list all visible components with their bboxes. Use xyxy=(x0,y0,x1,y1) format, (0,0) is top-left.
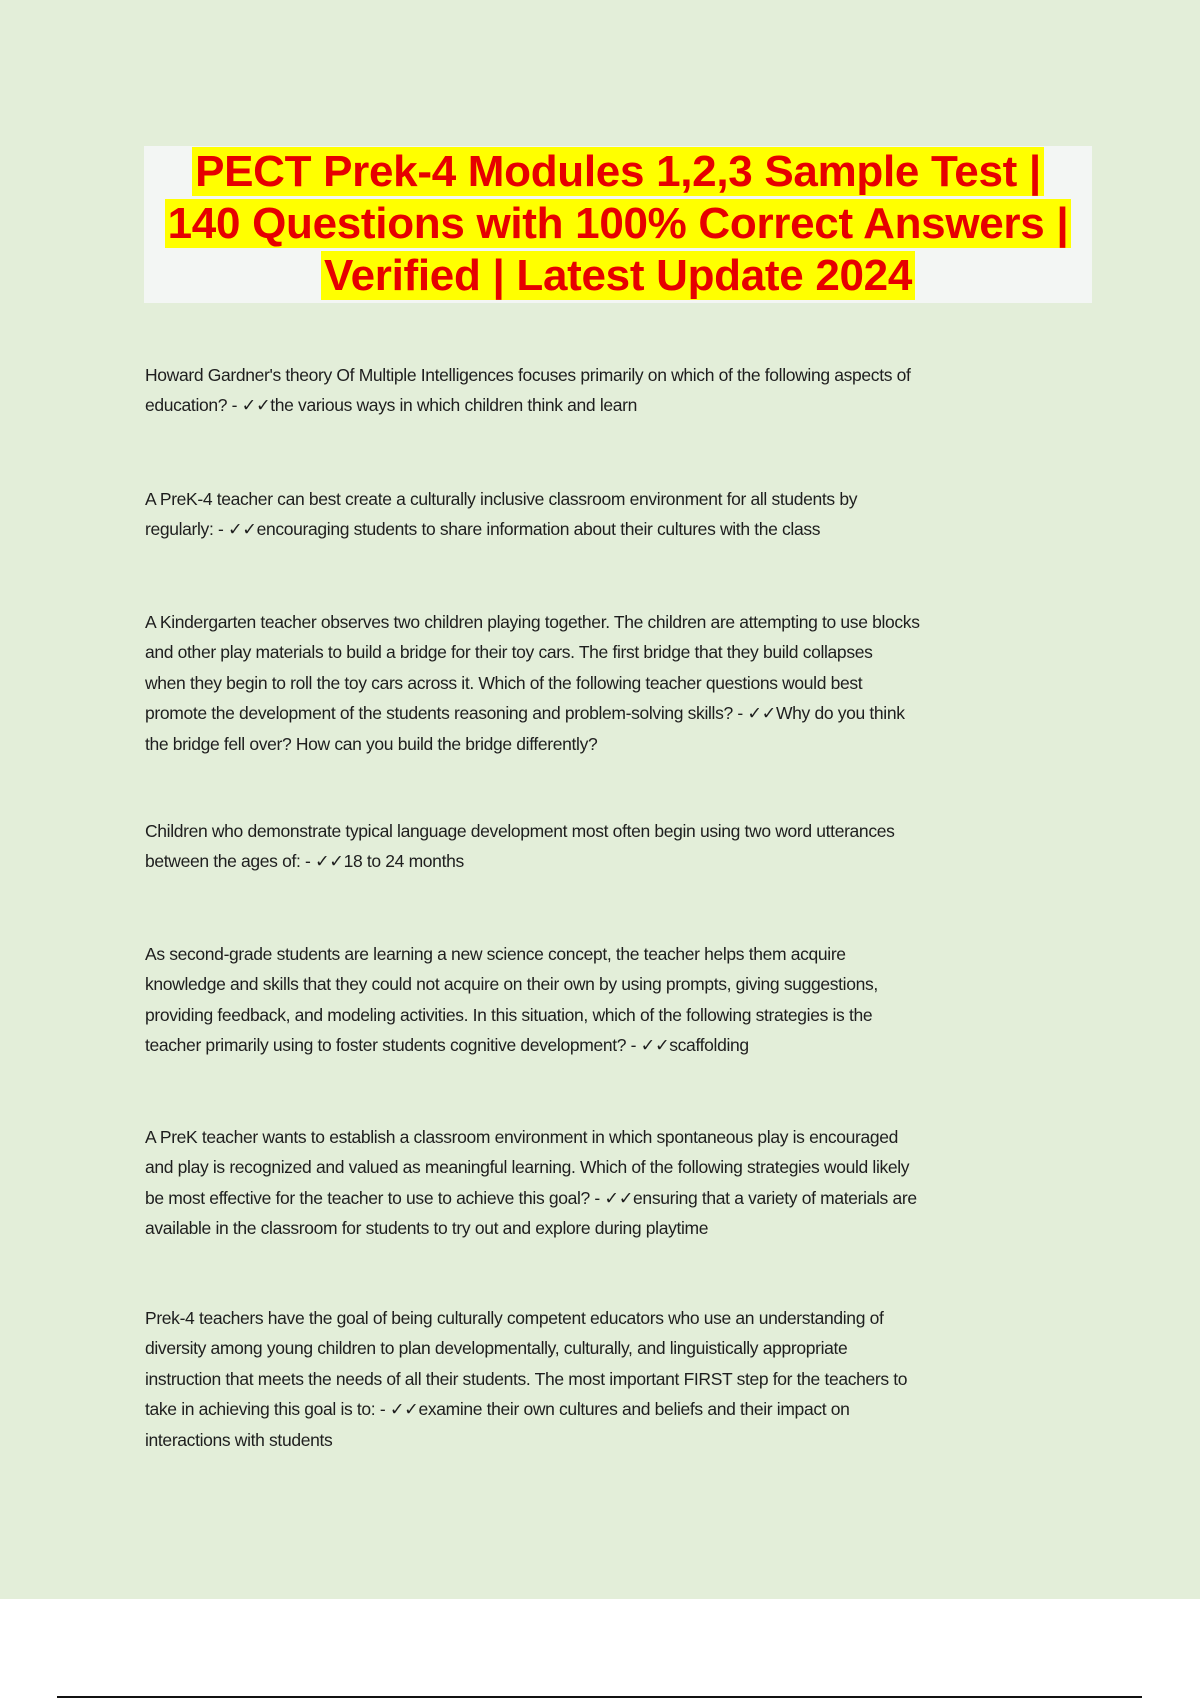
title-line xyxy=(144,146,1092,198)
text-line: the bridge fell over? How can you build the bridge differently? xyxy=(145,733,598,754)
title-line xyxy=(144,250,1092,302)
text-line: As second-grade students are learning a new science concept, the teacher helps them acquire xyxy=(145,944,846,964)
question-answer-item xyxy=(145,1303,1105,1455)
text-line: when they begin to roll the toy cars across it. Which of the following teacher questions would best xyxy=(145,672,863,693)
text-line: providing feedback, and modeling activities. In this situation, which of the following strategies is the xyxy=(145,1004,873,1025)
text-line: knowledge and skills that they could not acquire on their own by using prompts, giving suggestions, xyxy=(145,974,878,995)
title-text: 140 Questions with 100% Correct Answers | xyxy=(165,199,1072,248)
question-answer-item xyxy=(145,607,1105,759)
text-line: and other play materials to build a bridge for their toy cars. The first bridge that they build collapses xyxy=(145,642,873,663)
question-answer-item xyxy=(145,484,1105,545)
text-line: A Kindergarten teacher observes two children playing together. The children are attempting to use blocks xyxy=(145,612,920,632)
text-line: education? - ✓✓the various ways in which children think and learn xyxy=(145,395,637,416)
text-line: teacher primarily using to foster students cognitive development? - ✓✓scaffolding xyxy=(145,1035,749,1056)
text-line: A PreK teacher wants to establish a classroom environment in which spontaneous play is encouraged xyxy=(145,1127,899,1147)
text-line: A PreK-4 teacher can best create a culturally inclusive classroom environment for all students by xyxy=(145,489,858,509)
question-answer-item xyxy=(145,939,1105,1061)
text-line: take in achieving this goal is to: - ✓✓examine their own cultures and beliefs and their impact on xyxy=(145,1399,850,1420)
question-answer-item xyxy=(145,816,1105,877)
footer-divider xyxy=(57,1696,1142,1698)
title-line xyxy=(144,198,1092,250)
document-title xyxy=(144,146,1092,303)
text-line: regularly: - ✓✓encouraging students to share information about their cultures with the class xyxy=(145,519,821,540)
title-text: Verified | Latest Update 2024 xyxy=(321,251,915,300)
text-line: interactions with students xyxy=(145,1429,333,1450)
text-line: available in the classroom for students to try out and explore during playtime xyxy=(145,1218,709,1239)
title-text: PECT Prek-4 Modules 1,2,3 Sample Test | xyxy=(192,147,1044,196)
text-line: be most effective for the teacher to use to achieve this goal? - ✓✓ensuring that a variety of materials are xyxy=(145,1187,917,1208)
text-line: diversity among young children to plan developmentally, culturally, and linguistically appropriate xyxy=(145,1338,848,1359)
question-answer-item xyxy=(145,1122,1105,1244)
text-line: and play is recognized and valued as meaningful learning. Which of the following strategies would likely xyxy=(145,1157,910,1178)
text-line: Howard Gardner's theory Of Multiple Intelligences focuses primarily on which of the following aspects of xyxy=(145,365,911,385)
text-line: promote the development of the students reasoning and problem-solving skills? - ✓✓Why do you think xyxy=(145,703,905,724)
question-answer-item xyxy=(145,360,1105,421)
text-line: instruction that meets the needs of all their students. The most important FIRST step for the teachers to xyxy=(145,1368,908,1389)
text-line: between the ages of: - ✓✓18 to 24 months xyxy=(145,851,464,872)
text-line: Prek-4 teachers have the goal of being culturally competent educators who use an understanding of xyxy=(145,1308,884,1328)
text-line: Children who demonstrate typical language development most often begin using two word utterances xyxy=(145,821,895,841)
